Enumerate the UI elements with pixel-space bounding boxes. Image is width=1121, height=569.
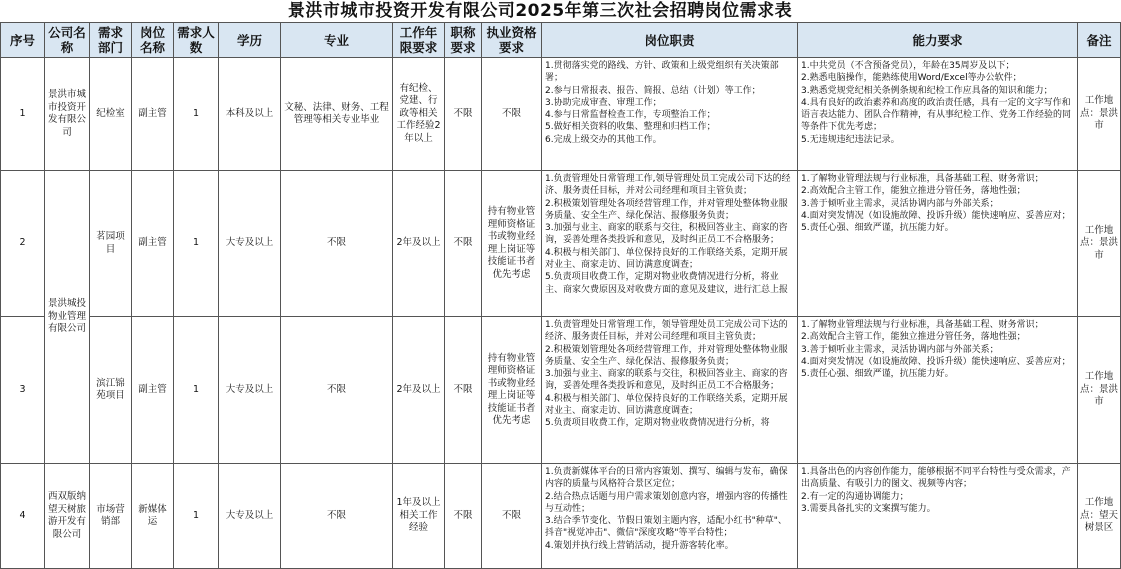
ability-item: 1.了解物业管理法规与行业标准，具备基础工程、财务常识； [801,174,1044,184]
cell-count: 1 [174,464,219,569]
cell-license: 不限 [482,58,542,171]
ability-item: 2.熟悉电脑操作，能熟练使用Word/Excel等办公软件； [801,73,1022,84]
cell-duties [542,317,798,464]
ability-item: 3.需要具备扎实的文案撰写能力。 [801,503,936,514]
cell-dept: 市场营销部 [90,464,132,569]
ability-item: 4.面对突发情况（如设施故障、投诉升级）能快速响应、妥善应对； [801,210,1071,221]
header-position: 岗位名称 [132,23,174,58]
header-experience: 工作年限要求 [393,23,445,58]
cell-notes: 工作地点：景洪市 [1078,171,1121,317]
table-row [1,58,1121,171]
header-notes: 备注 [1078,23,1121,58]
ability-item: 1.具备出色的内容创作能力，能够根据不同平台特性与受众需求，产出高质量、有吸引力的图文、视频等内容； [801,467,1071,490]
cell-license: 持有物业管理师资格证书或物业经理上岗证等技能证书者优先考虑 [482,171,542,317]
duty-item: 1.负责新媒体平台的日常内容策划、撰写、编辑与发布，确保内容的质量与风格符合景区定位； [545,467,788,490]
cell-company: 西双版纳望天树旅游开发有限公司 [45,464,90,569]
cell-license: 不限 [482,464,542,569]
table-row [1,171,1121,317]
header-duties: 岗位职责 [542,23,798,58]
cell-title-req: 不限 [445,171,482,317]
cell-title-req: 不限 [445,464,482,569]
cell-count: 1 [174,317,219,464]
cell-major: 不限 [281,317,393,464]
cell-license: 持有物业管理师资格证书或物业经理上岗证等技能证书者优先考虑 [482,317,542,464]
header-major: 专业 [281,23,393,58]
duty-item: 6.完成上级交办的其他工作。 [545,134,662,145]
cell-count: 1 [174,171,219,317]
ability-item: 1.了解物业管理法规与行业标准，具备基础工程、财务常识； [801,320,1044,330]
ability-item: 3.善于倾听业主需求，灵活协调内部与外部关系； [801,198,999,209]
ability-item: 5.责任心强、细致严谨，抗压能力好。 [801,369,954,380]
ability-item: 5.责任心强、细致严谨，抗压能力好。 [801,223,954,234]
duty-item: 3.结合季节变化、节假日策划主题内容，适配小红书"种草"、抖音"视觉冲击"、微信"深度攻略"等平台特性； [545,516,787,539]
header-dept: 需求部门 [90,23,132,58]
cell-company: 景洪城投物业管理有限公司 [45,171,90,464]
ability-item: 4.具有良好的政治素养和高度的政治责任感，具有一定的文字写作和语言表达能力、团队合作精神，有从事纪检工作、党务工作经验的同等条件下优先考虑； [801,97,1072,133]
cell-dept: 滨江锦苑项目 [90,317,132,464]
cell-position: 新媒体运 [132,464,174,569]
cell-count: 1 [174,58,219,171]
cell-dept: 纪检室 [90,58,132,171]
cell-ability [798,171,1078,317]
cell-education: 大专及以上 [219,171,281,317]
duty-item: 2.结合热点话题与用户需求策划创意内容，增强内容的传播性与互动性； [545,491,788,514]
ability-item: 4.面对突发情况（如设施故障、投诉升级）能快速响应、妥善应对； [801,356,1071,367]
duty-item: 1.负责管理处日常管理工作,领导管理处员工完成公司下达的经济、服务责任目标，并对公司经理和项目主管负责； [545,174,791,197]
cell-seq: 3 [1,317,45,464]
cell-major: 不限 [281,464,393,569]
ability-item: 1.中共党员（不含预备党员），年龄在35周岁及以下； [801,61,1015,71]
cell-seq: 4 [1,464,45,569]
header-title-req: 职称要求 [445,23,482,58]
cell-notes: 工作地点：望天树景区 [1078,464,1121,569]
cell-duties [542,58,798,171]
cell-education: 大专及以上 [219,464,281,569]
cell-title-req: 不限 [445,58,482,171]
table-row [1,317,1121,464]
duty-item: 2.积极策划管理处各项经营管理工作，并对管理处整体物业服务质量、安全生产、绿化保洁、报修服务负责； [545,344,788,367]
cell-seq: 2 [1,171,45,317]
cell-experience: 2年及以上 [393,317,445,464]
duty-item: 2.参与日常报表、报告、简报、总结（计划）等工作； [545,85,761,96]
cell-dept: 茗园项目 [90,171,132,317]
duty-item: 5.负责项目收费工作，定期对物业收费情况进行分析，将 [545,418,770,429]
cell-experience: 1年及以上相关工作经验 [393,464,445,569]
cell-seq: 1 [1,58,45,171]
duty-item: 5.负责项目收费工作，定期对物业收费情况进行分析，将业主、商家欠费原因及对收费方面的意见及建议，进行汇总上报 [545,272,789,295]
cell-notes: 工作地点：景洪市 [1078,58,1121,171]
cell-major: 文秘、法律、财务、工程管理等相关专业毕业 [281,58,393,171]
duty-item: 3.协助完成审查、审理工作； [545,97,662,108]
duty-item: 5.做好相关资料的收集、整理和归档工作； [545,122,716,133]
duty-item: 3.加强与业主、商家的联系与交往，积极回答业主、商家的咨询，妥善处理各类投诉和意见，及时纠正员工不合格服务； [545,223,788,246]
duty-item: 4.策划并执行线上营销活动，提升游客转化率。 [545,540,734,551]
cell-education: 大专及以上 [219,317,281,464]
cell-position: 副主管 [132,317,174,464]
header-row [1,23,1121,58]
duty-item: 4.积极与相关部门、单位保持良好的工作联络关系，定期开展对业主、商家走访、回访满意度调查； [545,247,788,271]
header-count: 需求人数 [174,23,219,58]
cell-title-req: 不限 [445,317,482,464]
header-ability: 能力要求 [798,23,1078,58]
cell-position: 副主管 [132,58,174,171]
duty-item: 3.加强与业主、商家的联系与交往，积极回答业主、商家的咨询，妥善处理各类投诉和意见，及时纠正员工不合格服务； [545,369,788,392]
cell-major: 不限 [281,171,393,317]
cell-company: 景洪市城市投资开发有限公司 [45,58,90,171]
header-company: 公司名称 [45,23,90,58]
duty-item: 4.参与日常监督检查工作，专项整治工作； [545,110,716,121]
ability-item: 2.高效配合主管工作，能独立推进分管任务，落地性强； [801,332,1026,343]
cell-position: 副主管 [132,171,174,317]
cell-ability [798,58,1078,171]
duty-item: 1.负责管理处日常管理工作，领导管理处员工完成公司下达的经济、服务责任目标，并对公司经理和项目主管负责； [545,320,788,343]
cell-education: 本科及以上 [219,58,281,171]
ability-item: 2.高效配合主管工作，能独立推进分管任务，落地性强； [801,186,1026,197]
ability-item: 3.善于倾听业主需求，灵活协调内部与外部关系； [801,344,999,355]
recruitment-table [0,22,1121,569]
ability-item: 3.熟悉党规党纪相关条例条规和纪检工作应具备的知识和能力； [801,85,1053,96]
cell-experience: 2年及以上 [393,171,445,317]
cell-ability [798,317,1078,464]
ability-item: 2.有一定的沟通协调能力； [801,491,909,502]
cell-notes: 工作地点：景洪市 [1078,317,1121,464]
header-license: 执业资格要求 [482,23,542,58]
duty-item: 2.积极策划管理处各项经营管理工作，并对管理处整体物业服务质量、安全生产、绿化保洁、报修服务负责； [545,198,788,221]
cell-duties [542,171,798,317]
cell-duties [542,464,798,569]
cell-experience: 有纪检、党建、行政等相关工作经验2年以上 [393,58,445,171]
ability-item: 5.无违规违纪违法记录。 [801,134,900,145]
page-title: 景洪市城市投资开发有限公司2025年第三次社会招聘岗位需求表 [287,1,793,21]
table-row [1,464,1121,569]
duty-item: 1.贯彻落实党的路线、方针、政策和上级党组织有关决策部署； [545,61,779,84]
cell-ability [798,464,1078,569]
header-education: 学历 [219,23,281,58]
header-seq: 序号 [1,23,45,58]
duty-item: 4.积极与相关部门、单位保持良好的工作联络关系，定期开展对业主、商家走访、回访满意度调查； [545,393,788,417]
